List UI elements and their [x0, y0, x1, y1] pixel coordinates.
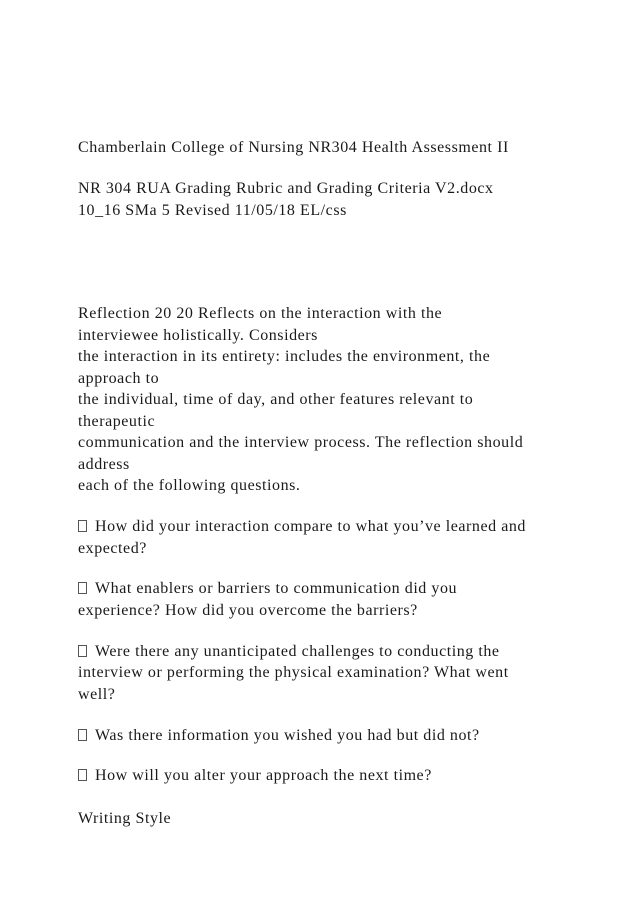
- reflection-line: the interaction in its entirety: includes the environment, the: [78, 348, 491, 365]
- rubric-filename: NR 304 RUA Grading Rubric and Grading Criteria V2.docx: [78, 180, 494, 197]
- bullet-icon: [78, 520, 87, 532]
- bullet-icon: [78, 729, 87, 741]
- question-text: Were there any unanticipated challenges to conducting the: [95, 643, 500, 660]
- question-text: Was there information you wished you had but did not?: [95, 727, 480, 744]
- question-text: What enablers or barriers to communication did you: [95, 580, 458, 597]
- question-2: [78, 579, 457, 599]
- bullet-icon: [78, 769, 87, 781]
- revision-info: 10_16 SMa 5 Revised 11/05/18 EL/css: [78, 202, 347, 219]
- question-1: [78, 517, 526, 537]
- question-4: [78, 726, 480, 746]
- question-text: How did your interaction compare to what you’ve learned and: [95, 518, 526, 535]
- reflection-line: address: [78, 456, 130, 473]
- bullet-icon: [78, 645, 87, 657]
- reflection-line: approach to: [78, 370, 160, 387]
- reflection-line: the individual, time of day, and other features relevant to: [78, 391, 474, 408]
- question-2-continued: experience? How did you overcome the barriers?: [78, 602, 418, 619]
- bullet-icon: [78, 582, 87, 594]
- course-title: Chamberlain College of Nursing NR304 Health Assessment II: [78, 139, 509, 156]
- reflection-line: interviewee holistically. Considers: [78, 327, 318, 344]
- question-3-continued: well?: [78, 686, 116, 703]
- question-3-continued: interview or performing the physical examination? What went: [78, 664, 509, 681]
- question-3: [78, 642, 500, 662]
- section-heading: Writing Style: [78, 810, 172, 827]
- reflection-line: Reflection 20 20 Reflects on the interaction with the: [78, 305, 443, 322]
- question-5: [78, 766, 432, 786]
- reflection-line: therapeutic: [78, 413, 156, 430]
- question-text: How will you alter your approach the next time?: [95, 767, 432, 784]
- reflection-line: each of the following questions.: [78, 477, 301, 494]
- reflection-line: communication and the interview process. The reflection should: [78, 434, 524, 451]
- question-1-continued: expected?: [78, 540, 147, 557]
